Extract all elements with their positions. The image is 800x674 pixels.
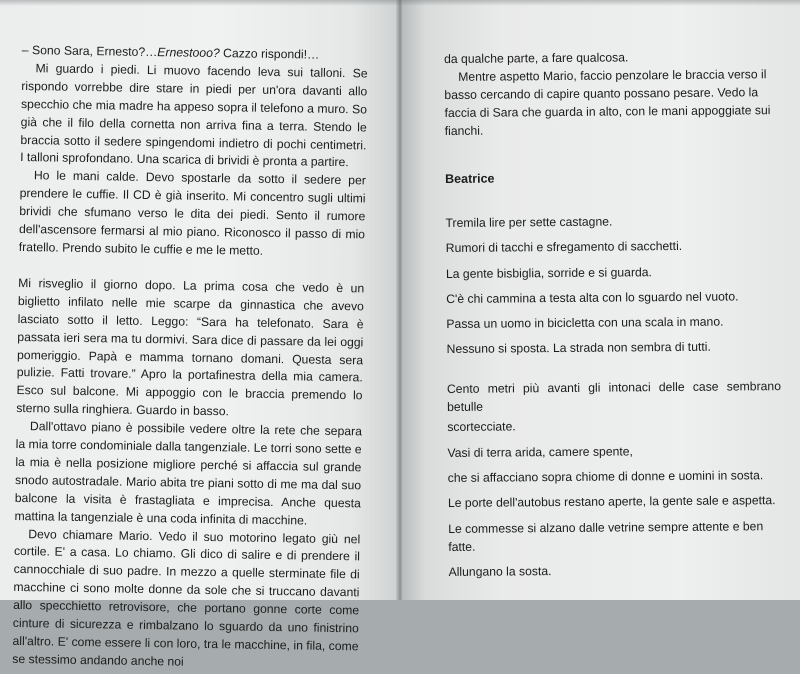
verse-line: Rumori di tacchi e sfregamento di sacchetti. (445, 239, 683, 256)
verse-line: Le commesse si alzano dalle vetrine sempre attente e ben fatte. (448, 518, 764, 554)
dialogue-line: – Sono Sara, Ernesto?…Ernestooo? Cazzo rispondi!… (21, 42, 320, 62)
verse-line: Allungano la sosta. (448, 564, 552, 579)
continuation-line: da qualche parte, a fare qualcosa. (444, 50, 629, 66)
verse-line: Cento metri più avanti gli intonaci delle case sembrano betulle (446, 379, 782, 415)
poem-title: Beatrice (445, 171, 495, 186)
right-page (402, 0, 800, 600)
right-page-text (444, 47, 782, 588)
left-page-text (12, 42, 368, 674)
dialogue-emphasis: Ernestooo? (157, 45, 220, 61)
paragraph: Dall'ottavo piano è possibile vedere oltre la rete che separa la mia torre condominiale dalla tangenziale. Le torri sono sette e la mia è nella posizione migliore perché si affaccia sul grande snodo autostradale. Mario abita tre piani sotto di me ma dal suo balcone la visita è frastagliata e imprecisa. Anche questa mattina la tangenziale è una coda infinita di macchine. (14, 419, 363, 528)
verse-line: Passa un uomo in bicicletta con una scala in mano. (446, 314, 724, 332)
top-shadow (0, 0, 800, 6)
verse-line: Vasi di terra arida, camere spente, (447, 444, 633, 460)
paragraph: Devo chiamare Mario. Vedo il suo motorino legato giù nel cortile. E' a casa. Lo chiamo. Gli dico di salire e di prendere il cannocchiale di suo padre. In mezzo a quelle sterminate file di macchine ci sono molte donne da sole che si truccano davanti allo specchietto retrovisore, che portano gonne corte come cinture di sicurezza e rimbalzano lo sguardo da uno finistrino all'altro. E' come essere li con loro, tra le macchine, in fila, come se stessimo andando anche noi (12, 526, 361, 669)
verse-line: Tremila lire per sette castagne. (445, 214, 613, 230)
verse-line: Nessuno si sposta. La strada non sembra di tutti. (446, 340, 711, 357)
left-page (0, 0, 398, 669)
paragraph: Mentre aspetto Mario, faccio penzolare le braccia verso il basso cercando di capire quanto possano pesare. Vedo la faccia di Sara che guarda in alto, con le mani appoggiate sui fianchi. (444, 67, 771, 138)
verse-line: La gente bisbiglia, sorride e si guarda. (445, 264, 652, 281)
verse-line: che si affacciano sopra chiome di donne e uomini in sosta. (447, 468, 764, 486)
poem-stanza-2 (446, 378, 782, 581)
poem-stanza-1 (445, 211, 776, 358)
verse-line: C'è chi cammina a testa alta con lo sguardo nel vuoto. (446, 289, 739, 306)
paragraph: Mi guardo i piedi. Li muovo facendo leva sui talloni. Se rispondo vorrebbe dire stare in piedi per un'ora davanti allo specchio che mia madre ha appeso sopra il telefono a muro. So già che il filo della cornetta non arriva fina a terra. Stendo le braccia sotto il sedere spingendomi indietro di pochi centimetri. I talloni sprofondano. Una scarica di brividi è pronta a partire. (20, 61, 368, 170)
paragraph: Ho le mani calde. Devo spostarle da sotto il sedere per prendere le cuffie. Il CD è già inserito. Mi concentro sugli ultimi brividi che sfumano verso le dita dei piedi. Sento il rumore dell'ascensore fermarsi al mio piano. Riconosco il passo di mio fratello. Prendo subito le cuffie e me le metto. (18, 168, 366, 258)
verse-line: Le porte dell'autobus restano aperte, la gente sale e aspetta. (447, 493, 776, 511)
paragraph: Mi risveglio il giorno dopo. La prima cosa che vedo è un biglietto infilato nelle mie scarpe da ginnastica che avevo lasciato sotto il letto. Leggo: “Sara ha telefonato. Sara è passata ieri sera ma tu dormivi. Sara dice di passare da lei oggi pomeriggio. Papà e mamma tornano domani. Questa sera pulizie. Fatti trovare.” Apro la portafinestra della mia camera. Esco sul balcone. Mi appoggio con le braccia premendo lo sterno sulla ringhiera. Guardo in basso. (16, 275, 365, 419)
verse-line: scortecciate. (447, 419, 516, 435)
